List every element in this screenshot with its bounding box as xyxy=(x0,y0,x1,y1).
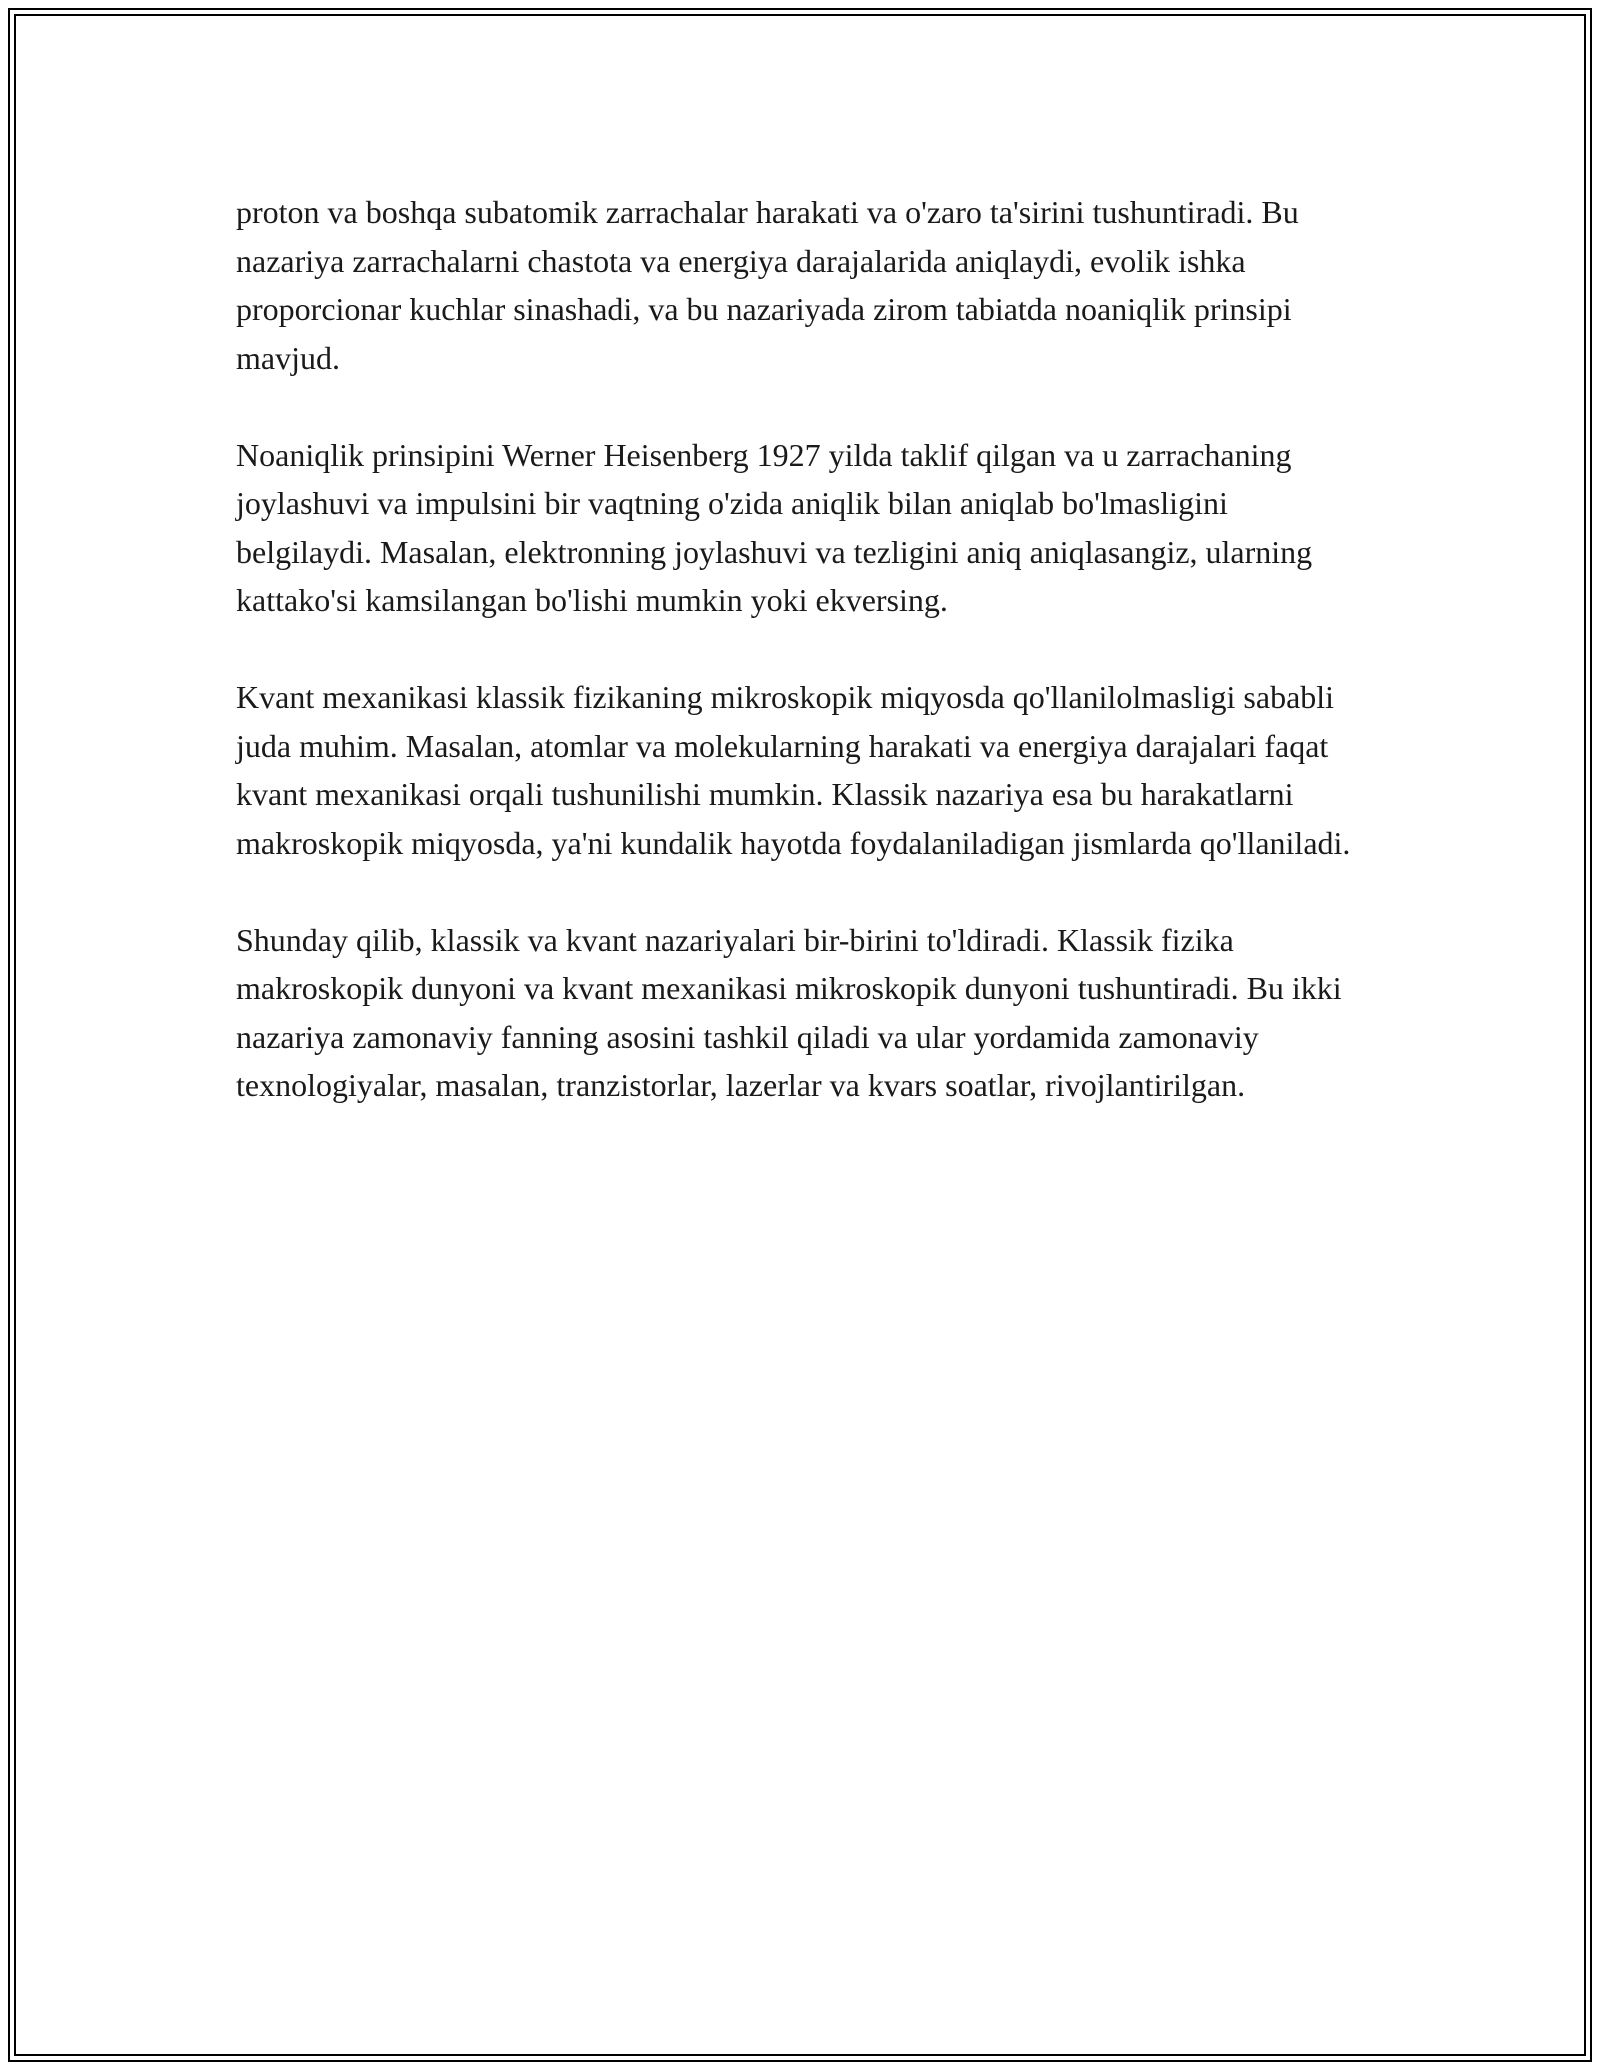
document-body xyxy=(236,188,1366,1158)
paragraph-3: Kvant mexanikasi klassik fizikaning mikroskopik miqyosda qo'llanilolmasligi sababli juda muhim. Masalan, atomlar va molekularning harakati va energiya darajalari faqat kvant mexanikasi orqali tushunilishi mumkin. Klassik nazariya esa bu harakatlarni makroskopik miqyosda, ya'ni kundalik hayotda foydalaniladigan jismlarda qo'llaniladi. xyxy=(236,679,1351,861)
paragraph-1: proton va boshqa subatomik zarrachalar harakati va o'zaro ta'sirini tushuntiradi. Bu nazariya zarrachalarni chastota va energiya darajalarida aniqlaydi, evolik ishka proporcionar kuchlar sinashadi, va bu nazariyada zirom tabiatda noaniqlik prinsipi mavjud. xyxy=(236,194,1299,376)
paragraph-4: Shunday qilib, klassik va kvant nazariyalari bir-birini to'ldiradi. Klassik fizika makroskopik dunyoni va kvant mexanikasi mikroskopik dunyoni tushuntiradi. Bu ikki nazariya zamonaviy fanning asosini tashkil qiladi va ular yordamida zamonaviy texnologiyalar, masalan, tranzistorlar, lazerlar va kvars soatlar, rivojlantirilgan. xyxy=(236,921,1342,1103)
paragraph-2: Noaniqlik prinsipini Werner Heisenberg 1927 yilda taklif qilgan va u zarrachaning joylashuvi va impulsini bir vaqtning o'zida aniqlik bilan aniqlab bo'lmasligini belgilaydi. Masalan, elektronning joylashuvi va tezligini aniq aniqlasangiz, ularning kattako'si kamsilangan bo'lishi mumkin yoki ekversing. xyxy=(236,436,1313,618)
